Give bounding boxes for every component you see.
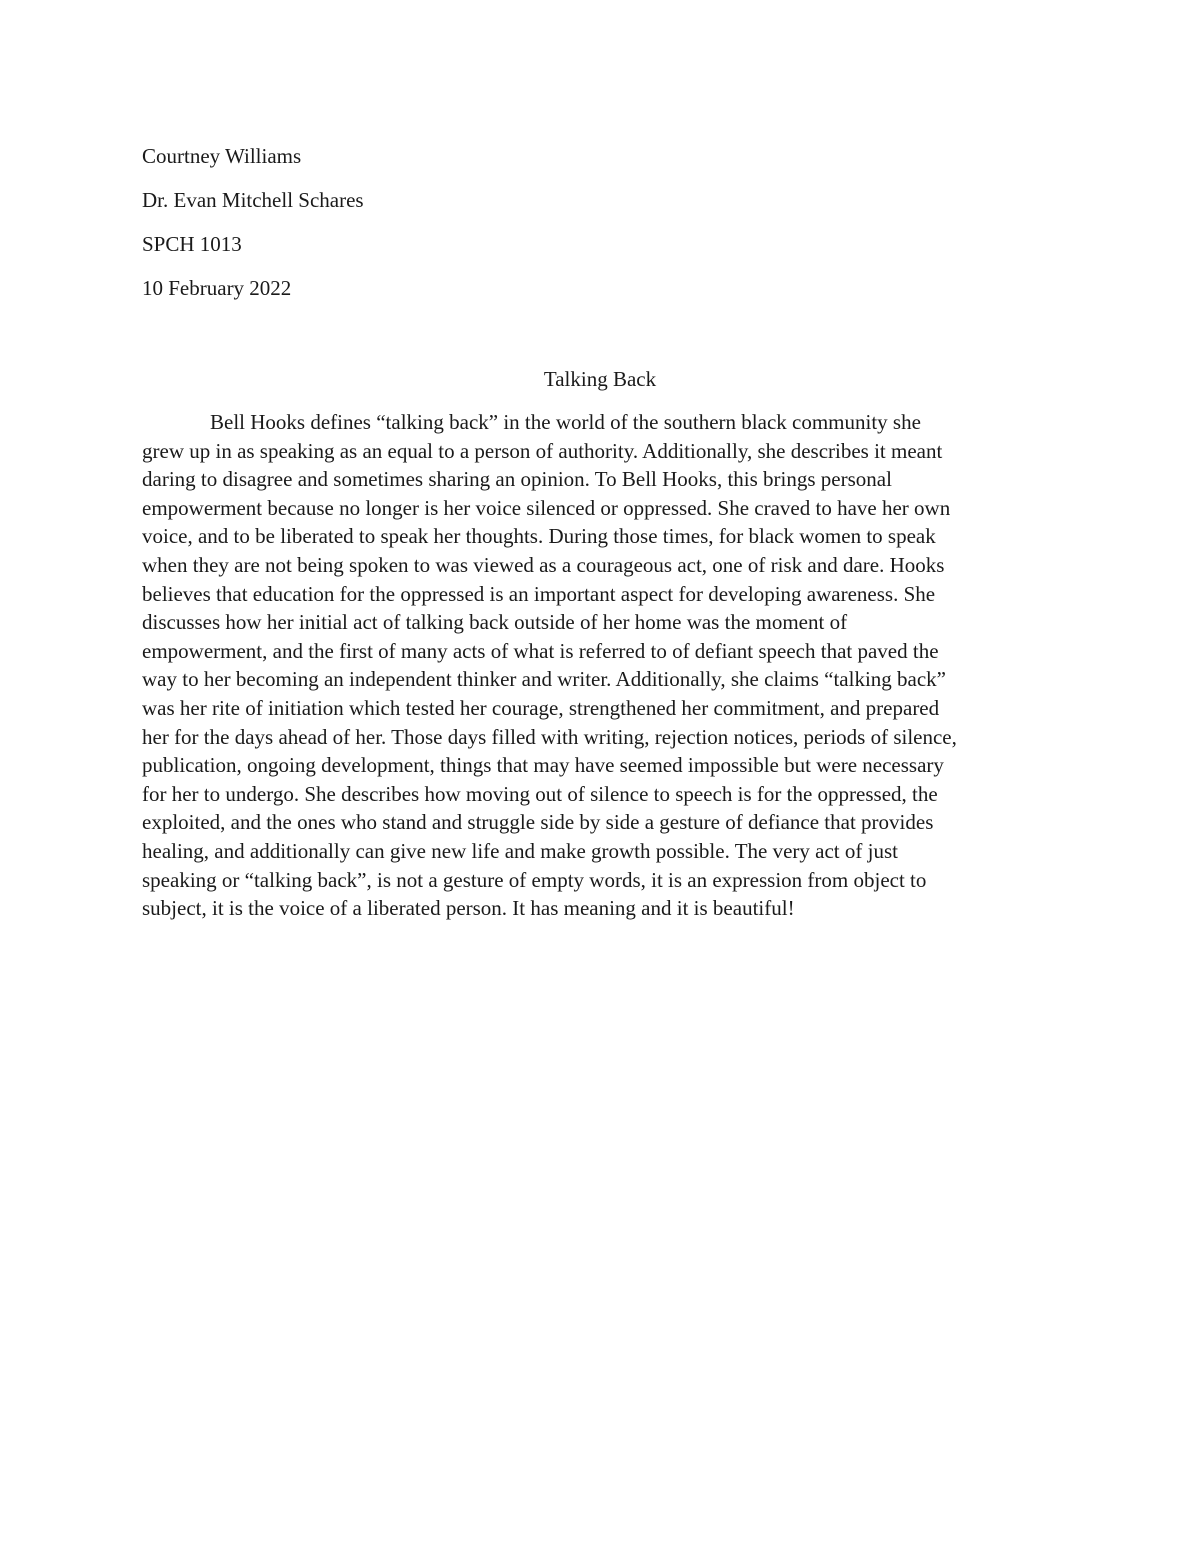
essay-paragraph <box>142 408 1062 923</box>
paragraph-line: daring to disagree and sometimes sharing an opinion. To Bell Hooks, this brings personal <box>142 467 892 492</box>
paragraph-line: publication, ongoing development, things that may have seemed impossible but were necessary <box>142 753 944 778</box>
document-date: 10 February 2022 <box>142 276 292 300</box>
paragraph-line: Bell Hooks defines “talking back” in the world of the southern black community she <box>210 410 921 434</box>
paragraph-line: believes that education for the oppressed is an important aspect for developing awareness. She <box>142 581 936 606</box>
paragraph-line: for her to undergo. She describes how moving out of silence to speech is for the oppressed, the <box>142 781 938 806</box>
paragraph-line: empowerment, and the first of many acts of what is referred to of defiant speech that paved the <box>142 638 939 663</box>
paragraph-line: empowerment because no longer is her voice silenced or oppressed. She craved to have her own <box>142 495 951 520</box>
mla-header <box>142 142 842 318</box>
paragraph-line: was her rite of initiation which tested her courage, strengthened her commitment, and prepared <box>142 695 940 720</box>
instructor-name: Dr. Evan Mitchell Schares <box>142 188 364 212</box>
essay-title: Talking Back <box>543 367 657 391</box>
paragraph-line: exploited, and the ones who stand and struggle side by side a gesture of defiance that provides <box>142 810 934 835</box>
course-code: SPCH 1013 <box>142 232 242 256</box>
paragraph-line: way to her becoming an independent thinker and writer. Additionally, she claims “talking back” <box>142 667 946 692</box>
paragraph-line: voice, and to be liberated to speak her thoughts. During those times, for black women to speak <box>142 524 936 549</box>
paragraph-line: grew up in as speaking as an equal to a person of authority. Additionally, she describes it meant <box>142 438 943 463</box>
paragraph-line: when they are not being spoken to was viewed as a courageous act, one of risk and dare. Hooks <box>142 552 945 577</box>
paragraph-line: discusses how her initial act of talking back outside of her home was the moment of <box>142 610 848 635</box>
paragraph-line: healing, and additionally can give new life and make growth possible. The very act of just <box>142 838 898 863</box>
paragraph-line: speaking or “talking back”, is not a gesture of empty words, it is an expression from object to <box>142 867 927 892</box>
author-name: Courtney Williams <box>142 144 302 168</box>
paragraph-line: subject, it is the voice of a liberated person. It has meaning and it is beautiful! <box>142 896 795 921</box>
paragraph-line: her for the days ahead of her. Those days filled with writing, rejection notices, periods of silence, <box>142 724 957 749</box>
